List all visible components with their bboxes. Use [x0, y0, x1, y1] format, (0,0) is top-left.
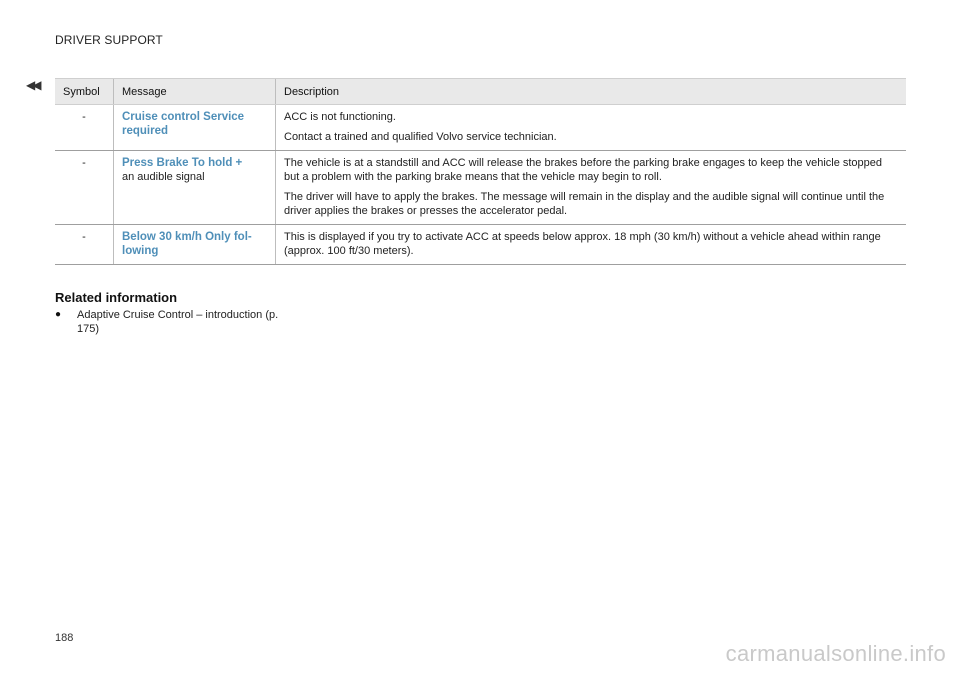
table-row — [55, 225, 906, 265]
description-paragraph: Contact a trained and qualified Volvo service technician. — [284, 131, 557, 143]
symbol-cell: - — [55, 151, 114, 225]
related-information-heading: Related information — [55, 290, 178, 305]
message-text: Below 30 km/h Only fol-lowing — [122, 231, 252, 257]
bullet-icon: ● — [55, 309, 62, 320]
message-cell — [114, 151, 276, 225]
description-paragraph: The vehicle is at a standstill and ACC will release the brakes before the parking brake engages to keep the vehicle stopped but a problem with the parking brake means that the vehicle may begin to roll. — [284, 157, 883, 183]
description-paragraph: This is displayed if you try to activate ACC at speeds below approx. 18 mph (30 km/h) without a vehicle ahead within range (approx. 100 ft/30 meters). — [284, 231, 881, 257]
related-link[interactable]: Adaptive Cruise Control – introduction (p. 175) — [77, 309, 279, 335]
column-header-description: Description — [276, 79, 907, 105]
symbol-cell: - — [55, 105, 114, 151]
section-header: DRIVER SUPPORT — [55, 33, 163, 47]
description-paragraph: The driver will have to apply the brakes. The message will remain in the display and the audible signal will continue until the driver applies the brakes or presses the accelerator pedal. — [284, 191, 885, 217]
list-item — [55, 308, 295, 336]
description-cell — [276, 151, 907, 225]
description-paragraph: ACC is not functioning. — [284, 111, 396, 123]
table-row — [55, 105, 906, 151]
column-header-symbol: Symbol — [55, 79, 114, 105]
page-number: 188 — [55, 632, 74, 644]
table-header-row — [55, 79, 906, 105]
table-row — [55, 151, 906, 225]
messages-table — [55, 78, 906, 265]
watermark: carmanualsonline.info — [725, 641, 946, 666]
message-text: Cruise control Service required — [122, 111, 245, 137]
message-cell — [114, 105, 276, 151]
message-cell — [114, 225, 276, 265]
description-cell — [276, 105, 907, 151]
related-information-list — [55, 308, 295, 336]
symbol-cell: - — [55, 225, 114, 265]
message-subtext: an audible signal — [122, 171, 205, 183]
continued-from-previous-page-icon: ◀◀ — [26, 78, 39, 92]
description-cell — [276, 225, 907, 265]
message-text: Press Brake To hold + — [122, 157, 243, 169]
column-header-message: Message — [114, 79, 276, 105]
